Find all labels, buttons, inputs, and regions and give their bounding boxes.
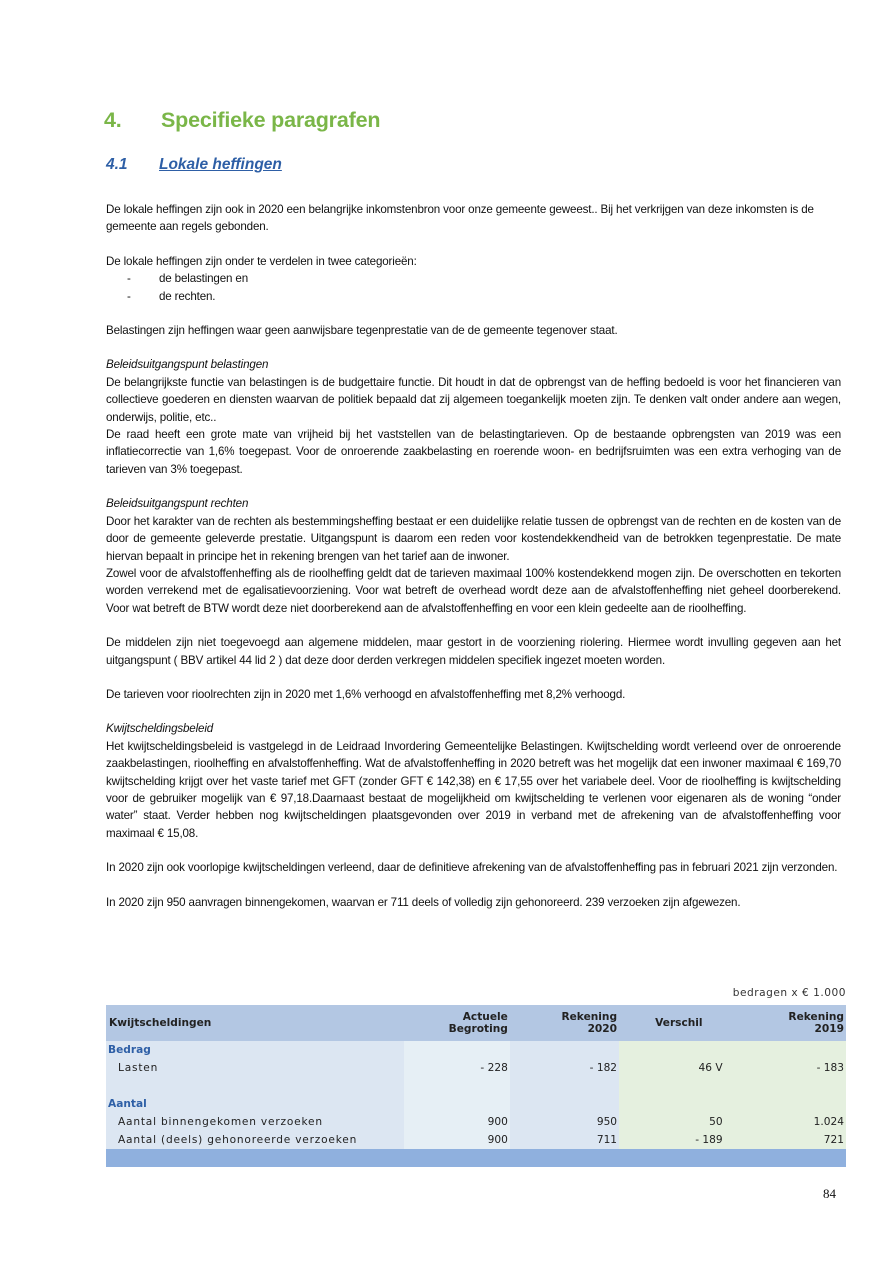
paragraph-tarieven: De tarieven voor rioolrechten zijn in 2020 met 1,6% verhoogd en afvalstoffenheffing met 8,2% verhoogd. bbox=[106, 687, 626, 701]
paragraph-rechten-1: Door het karakter van de rechten als bestemmingsheffing bestaat er een duidelijke relatie tussen de opbrengst van de rechten en de kosten van de door de gemeente geleverde prestatie. Uitgangspunt is daarom een reden voor kostendekkendheid van de betrokken tegenprestatie. De mate hiervan bepaalt in principe het in rekening brengen van het tarief aan de inwoner. bbox=[106, 514, 841, 563]
cell-value: 711 bbox=[510, 1131, 619, 1149]
cell-value: - 182 bbox=[510, 1059, 619, 1077]
header-actuele-begroting: Actuele Begroting bbox=[404, 1005, 510, 1041]
paragraph-kwijtschelding: Het kwijtscheldingsbeleid is vastgelegd in de Leidraad Invordering Gemeentelijke Belastingen. Kwijtschelding wordt verleend over de onroerende zaakbelastingen, rioolheffing en afvalstoffenheffing. Wat de afvalstoffenheffing in 2020 betreft was het mogelijk dat een inwoner maximaal € 169,70 kwijtschelding krijgt over het vaste tarief met GFT (zonder GFT € 142,38) en € 17,55 over het variabele deel. Voor de rioolheffing is kwijtschelding voor de gebruiker mogelijk van € 97,18.Daarnaast bestaat de mogelijkheid om kwijtschelding te verlenen voor eigenaren als de woning “onder water” staat. Verder hebben nog kwijtscheldingen plaatsgevonden over 2019 in verband met de afrekening van de afvalstoffenheffing voor maximaal € 15,08. bbox=[106, 739, 841, 840]
list-item: - de rechten. bbox=[127, 289, 216, 303]
cell-value: - 183 bbox=[739, 1059, 846, 1077]
row-label: Lasten bbox=[106, 1059, 404, 1077]
group-label-aantal: Aantal bbox=[106, 1095, 404, 1113]
cell-value: 1.024 bbox=[739, 1113, 846, 1131]
paragraph-belastingen-definition: Belastingen zijn heffingen waar geen aanwijsbare tegenprestatie van de de gemeente tegenover staat. bbox=[106, 324, 618, 338]
subheading-belastingen: Beleidsuitgangspunt belastingen bbox=[106, 358, 269, 372]
table-row bbox=[106, 1095, 846, 1113]
body-text bbox=[106, 201, 841, 911]
section-heading bbox=[106, 156, 282, 174]
unit-note: bedragen x € 1.000 bbox=[732, 987, 846, 999]
page-number: 84 bbox=[823, 1186, 836, 1201]
header-label: Kwijtscheldingen bbox=[106, 1005, 404, 1041]
group-label-bedrag: Bedrag bbox=[106, 1041, 404, 1059]
table-row bbox=[106, 1077, 846, 1095]
paragraph-intro: De lokale heffingen zijn ook in 2020 een belangrijke inkomstenbron voor onze gemeente geweest.. Bij het verkrijgen van deze inkomsten is de gemeente aan regels gebonden. bbox=[106, 203, 814, 234]
subheading-rechten: Beleidsuitgangspunt rechten bbox=[106, 497, 249, 511]
section-number: 4.1 bbox=[106, 156, 128, 173]
paragraph-belastingen-2: De raad heeft een grote mate van vrijheid bij het vaststellen van de belastingtarieven. Op de bestaande opbrengsten van 2019 was een inflatiecorrectie van 1,6% toegepast. Voor de onroerende zaakbelasting en roerende woon- en bedrijfsruimten was een extra verhoging van de tarieven van 3% toegepast. bbox=[106, 428, 841, 476]
table-row bbox=[106, 1059, 846, 1077]
cell-value: 46 V bbox=[619, 1059, 739, 1077]
row-label: Aantal binnengekomen verzoeken bbox=[106, 1113, 404, 1131]
kwijtscheldingen-table-wrap bbox=[106, 987, 846, 1167]
paragraph-categories-intro: De lokale heffingen zijn onder te verdelen in twee categorieën: bbox=[106, 254, 417, 268]
table-header-row bbox=[106, 1005, 846, 1041]
cell-value: 950 bbox=[510, 1113, 619, 1131]
row-label: Aantal (deels) gehonoreerde verzoeken bbox=[106, 1131, 404, 1149]
section-title: Lokale heffingen bbox=[159, 156, 282, 173]
header-rekening-2020: Rekening 2020 bbox=[510, 1005, 619, 1041]
subheading-kwijtschelding: Kwijtscheldingsbeleid bbox=[106, 722, 214, 736]
paragraph-belastingen-1: De belangrijkste functie van belastingen is de budgettaire functie. Dit houdt in dat de opbrengst van de heffing bedoeld is voor het financieren van collectieve goederen en diensten waarvan de politiek bepaald dat zij algemeen toegankelijk moeten zijn. Te denken valt onder andere aan wegen, onderwijs, politie, etc.. bbox=[106, 375, 841, 424]
table-row bbox=[106, 1113, 846, 1131]
paragraph-rechten-2: Zowel voor de afvalstoffenheffing als de rioolheffing geldt dat de tarieven maximaal 100% kostendekkend mogen zijn. De overschotten en tekorten worden verrekend met de egalisatievoorziening. Voor wat betreft de overhead wordt deze aan de afvalstoffenheffing niet geheel doorberekend. Voor wat betreft de BTW wordt deze niet doorberekend aan de afvalstoffenheffing en voor een klein gedeelte aan de rioolheffing. bbox=[106, 566, 841, 615]
category-list bbox=[106, 270, 841, 305]
cell-value: 50 bbox=[619, 1113, 739, 1131]
header-rekening-2019: Rekening 2019 bbox=[739, 1005, 846, 1041]
paragraph-aanvragen: In 2020 zijn 950 aanvragen binnengekomen, waarvan er 711 deels of volledig zijn gehonoreerd. 239 verzoeken zijn afgewezen. bbox=[106, 895, 741, 909]
table-footer-row bbox=[106, 1149, 846, 1167]
cell-value: 721 bbox=[739, 1131, 846, 1149]
cell-value: 900 bbox=[404, 1131, 510, 1149]
header-verschil: Verschil bbox=[619, 1005, 739, 1041]
cell-value: - 189 bbox=[619, 1131, 739, 1149]
chapter-number: 4. bbox=[104, 108, 122, 132]
paragraph-voorlopig: In 2020 zijn ook voorlopige kwijtscheldingen verleend, daar de definitieve afrekening van de afvalstoffenheffing pas in februari 2021 zijn verzonden. bbox=[106, 861, 838, 875]
paragraph-middelen: De middelen zijn niet toegevoegd aan algemene middelen, maar gestort in de voorziening riolering. Hiermee wordt invulling gegeven aan het uitgangspunt ( BBV artikel 44 lid 2 ) dat deze door derden verkregen middelen specifiek ingezet moeten worden. bbox=[106, 636, 841, 667]
chapter-heading bbox=[104, 108, 380, 133]
table-row bbox=[106, 1041, 846, 1059]
kwijtscheldingen-table bbox=[106, 1005, 846, 1167]
chapter-title: Specifieke paragrafen bbox=[161, 108, 381, 132]
cell-value: - 228 bbox=[404, 1059, 510, 1077]
cell-value: 900 bbox=[404, 1113, 510, 1131]
table-row bbox=[106, 1131, 846, 1149]
list-item: - de belastingen en bbox=[127, 272, 248, 286]
